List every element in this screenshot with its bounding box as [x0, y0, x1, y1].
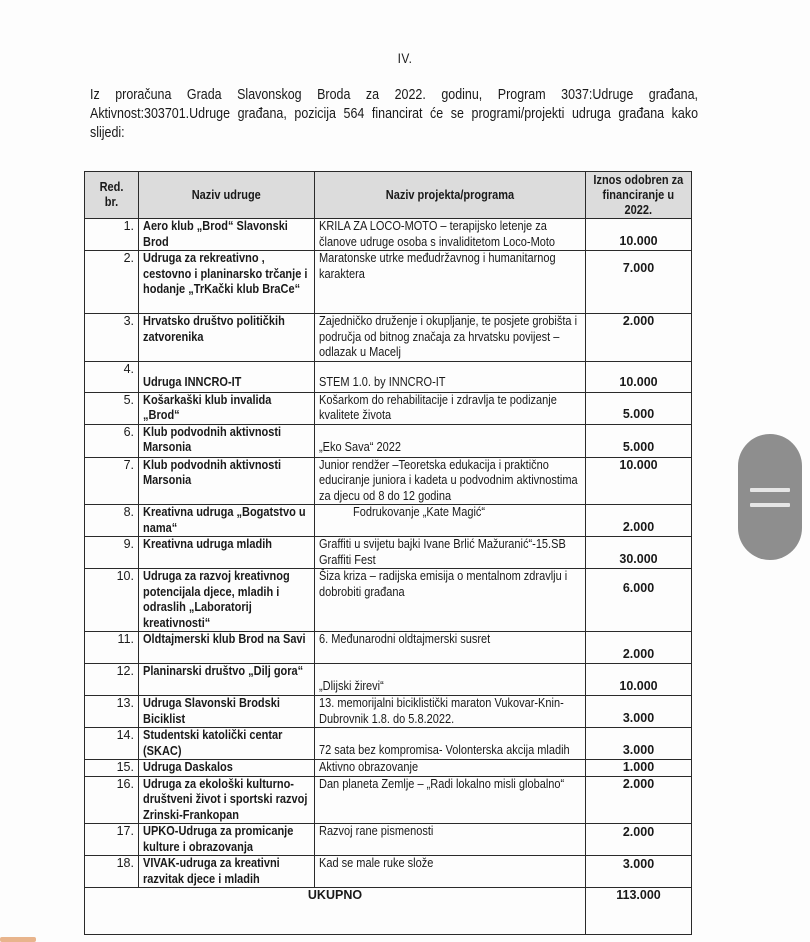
- amount: 10.000: [586, 457, 692, 505]
- project-name: 13. memorijalni biciklistički maraton Vukovar-Knin-Dubrovnik 1.8. do 5.8.2022.: [315, 696, 586, 728]
- row-number: 1.: [85, 219, 139, 251]
- table-row: [85, 728, 692, 760]
- row-number: 3.: [85, 314, 139, 362]
- row-number: 5.: [85, 392, 139, 424]
- amount: 2.000: [586, 824, 692, 856]
- org-name: Klub podvodnih aktivnosti Marsonia: [139, 457, 315, 505]
- header-org: Naziv udruge: [139, 172, 315, 219]
- intro-paragraph: [90, 86, 698, 143]
- amount: 10.000: [586, 219, 692, 251]
- table-row: [85, 537, 692, 569]
- floating-drag-handle[interactable]: [738, 434, 802, 560]
- table-row: [85, 314, 692, 362]
- project-name: Fodrukovanje „Kate Magić“: [315, 505, 586, 537]
- org-name: Planinarski društvo „Dilj gora“: [139, 664, 315, 696]
- amount: 3.000: [586, 696, 692, 728]
- row-number: 9.: [85, 537, 139, 569]
- project-name: Razvoj rane pismenosti: [315, 824, 586, 856]
- table-row: [85, 569, 692, 632]
- amount: 2.000: [586, 314, 692, 362]
- row-number: 10.: [85, 569, 139, 632]
- project-name: 6. Međunarodni oldtajmerski susret: [315, 632, 586, 664]
- table-row: [85, 505, 692, 537]
- project-name: STEM 1.0. by INNCRO-IT: [315, 361, 586, 392]
- table-row: [85, 856, 692, 888]
- table-header-row: [85, 172, 692, 219]
- total-label: UKUPNO: [85, 888, 586, 935]
- row-number: 15.: [85, 760, 139, 777]
- org-name: Hrvatsko društvo političkih zatvorenika: [139, 314, 315, 362]
- row-number: 12.: [85, 664, 139, 696]
- amount: 10.000: [586, 361, 692, 392]
- table-row: [85, 632, 692, 664]
- table-row: [85, 424, 692, 457]
- project-name: Šiza kriza – radijska emisija o mentalnom zdravlju i dobrobiti građana: [315, 569, 586, 632]
- org-name: VIVAK-udruga za kreativni razvitak djece i mladih: [139, 856, 315, 888]
- table-row: [85, 219, 692, 251]
- row-number: 17.: [85, 824, 139, 856]
- amount: 2.000: [586, 505, 692, 537]
- org-name: Aero klub „Brod“ Slavonski Brod: [139, 219, 315, 251]
- amount: 2.000: [586, 776, 692, 824]
- project-name: Junior rendžer –Teoretska edukacija i praktično educiranje juniora i kadeta u podvodnim aktivnostima za djecu od 8 do 12 godina: [315, 457, 586, 505]
- org-name: Kreativna udruga mladih: [139, 537, 315, 569]
- table-row: [85, 392, 692, 424]
- row-number: 16.: [85, 776, 139, 824]
- intro-line: Aktivnost:303701.Udruge građana, pozicija 564 financirat će se programi/projekti udruga građana kako: [90, 106, 699, 122]
- project-name: Dan planeta Zemlje – „Radi lokalno misli globalno“: [315, 776, 586, 824]
- table-row: [85, 776, 692, 824]
- table-row: [85, 457, 692, 505]
- grants-table: [84, 171, 692, 935]
- project-name: KRILA ZA LOCO-MOTO – terapijsko letenje za članove udruge osoba s invaliditetom Loco-Moto: [315, 219, 586, 251]
- table-row: [85, 664, 692, 696]
- row-number: 6.: [85, 424, 139, 457]
- project-name: „Eko Sava“ 2022: [315, 424, 586, 457]
- drag-handle-icon: [750, 488, 790, 492]
- org-name: Udruga Slavonski Brodski Biciklist: [139, 696, 315, 728]
- org-name: Udruga za razvoj kreativnog potencijala djece, mladih i odraslih „Laboratorij kreativnosti“: [139, 569, 315, 632]
- row-number: 13.: [85, 696, 139, 728]
- org-name: Udruga za ekološki kulturno-društveni život i sportski razvoj Zrinski-Frankopan: [139, 776, 315, 824]
- amount: 6.000: [586, 569, 692, 632]
- intro-line: slijedi:: [90, 125, 125, 141]
- row-number: 7.: [85, 457, 139, 505]
- amount: 7.000: [586, 251, 692, 314]
- amount: 2.000: [586, 632, 692, 664]
- intro-line: Iz proračuna Grada Slavonskog Broda za 2022. godinu, Program 3037:Udruge građana,: [90, 87, 699, 103]
- header-project: Naziv projekta/programa: [315, 172, 586, 219]
- project-name: 72 sata bez kompromisa- Volonterska akcija mladih: [315, 728, 586, 760]
- project-name: „Dlijski žirevi“: [315, 664, 586, 696]
- amount: 3.000: [586, 856, 692, 888]
- org-name: Udruga Daskalos: [139, 760, 315, 777]
- project-name: Košarkom do rehabilitacije i zdravlja te podizanje kvalitete života: [315, 392, 586, 424]
- table-row: [85, 251, 692, 314]
- table-row: [85, 760, 692, 777]
- row-number: 4.: [85, 361, 139, 392]
- table-row: [85, 696, 692, 728]
- org-name: Kreativna udruga „Bogatstvo u nama“: [139, 505, 315, 537]
- total-row: [85, 888, 692, 935]
- org-name: Oldtajmerski klub Brod na Savi: [139, 632, 315, 664]
- row-number: 14.: [85, 728, 139, 760]
- org-name: Klub podvodnih aktivnosti Marsonia: [139, 424, 315, 457]
- row-number: 2.: [85, 251, 139, 314]
- project-name: Maratonske utrke međudržavnog i humanitarnog karaktera: [315, 251, 586, 314]
- amount: 5.000: [586, 424, 692, 457]
- amount: 5.000: [586, 392, 692, 424]
- row-number: 18.: [85, 856, 139, 888]
- header-amount: Iznos odobren za financiranje u 2022.: [586, 172, 692, 219]
- amount: 10.000: [586, 664, 692, 696]
- header-num: Red. br.: [85, 172, 139, 219]
- org-name: Udruga za rekreativno , cestovno i planinarsko trčanje i hodanje „TrKački klub BraCe“: [139, 251, 315, 314]
- amount: 30.000: [586, 537, 692, 569]
- drag-handle-icon: [750, 503, 790, 507]
- project-name: Aktivno obrazovanje: [315, 760, 586, 777]
- corner-edge-mark: [0, 937, 36, 942]
- org-name: Košarkaški klub invalida „Brod“: [139, 392, 315, 424]
- amount: 3.000: [586, 728, 692, 760]
- section-number: IV.: [397, 50, 413, 66]
- total-amount: 113.000: [586, 888, 692, 935]
- amount: 1.000: [586, 760, 692, 777]
- table-row: [85, 361, 692, 392]
- org-name: Studentski katolički centar (SKAC): [139, 728, 315, 760]
- org-name: UPKO-Udruga za promicanje kulture i obrazovanja: [139, 824, 315, 856]
- org-name: Udruga INNCRO-IT: [139, 361, 315, 392]
- project-name: Graffiti u svijetu bajki Ivane Brlić Mažuranić“-15.SB Graffiti Fest: [315, 537, 586, 569]
- table-row: [85, 824, 692, 856]
- row-number: 11.: [85, 632, 139, 664]
- project-name: Kad se male ruke slože: [315, 856, 586, 888]
- project-name: Zajedničko druženje i okupljanje, te posjete grobišta i područja od bitnog značaja za hrvatsku povijest – odlazak u Macelj: [315, 314, 586, 362]
- row-number: 8.: [85, 505, 139, 537]
